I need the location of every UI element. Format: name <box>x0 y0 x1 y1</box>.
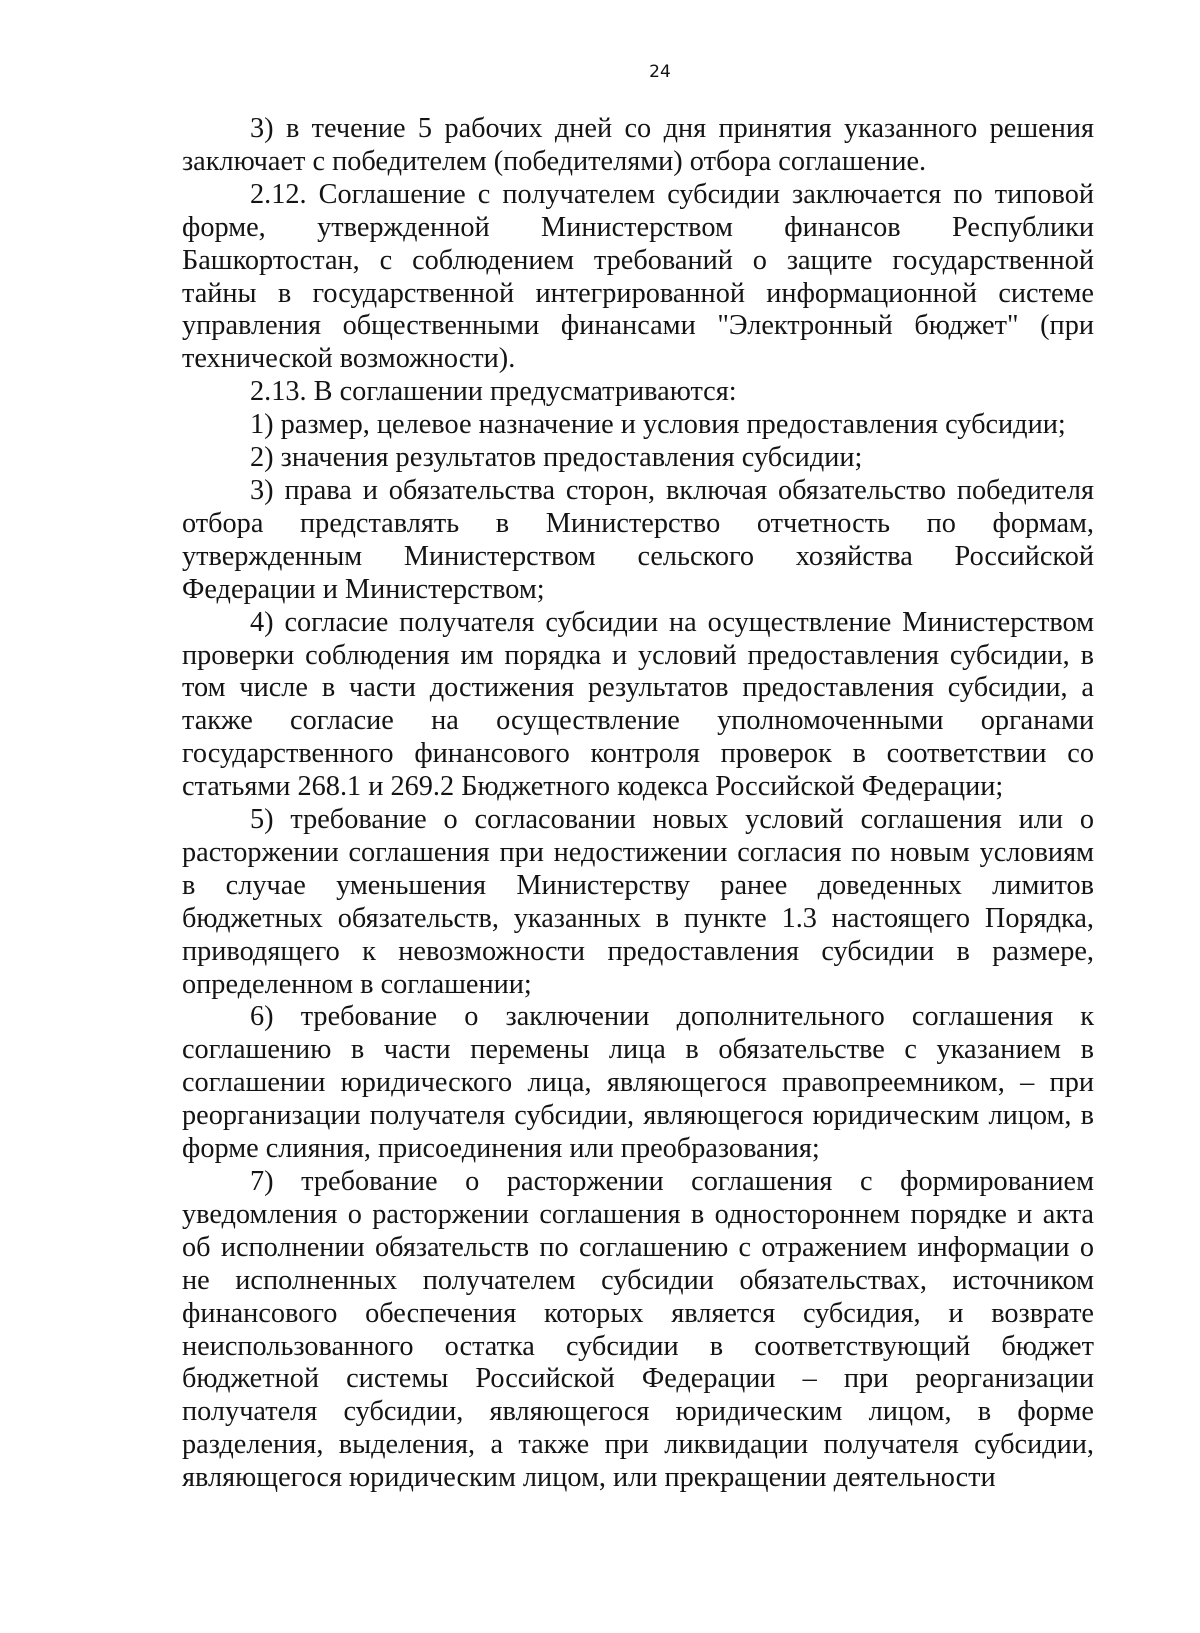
list-item-7: 7) требование о расторжении соглашения с формированием уведомления о расторжении соглашения в одностороннем порядке и акта об исполнении обязательств по соглашению с отражением информации о не исполненных получателем субсидии обязательствах, источником финансового обеспечения которых является субсидия, и возврате неиспользованного остатка субсидии в соответствующий бюджет бюджетной системы Российской Федерации – при реорганизации получателя субсидии, являющегося юридическим лицом, в форме разделения, выделения, а также при ликвидации получателя субсидии, являющегося юридическим лицом, или прекращении деятельности <box>182 1166 1094 1494</box>
paragraph-2-13: 2.13. В соглашении предусматриваются: <box>250 376 737 408</box>
page-number: 24 <box>649 62 671 82</box>
list-item-5: 5) требование о согласовании новых условий соглашения или о расторжении соглашения при недостижении согласия по новым условиям в случае уменьшения Министерству ранее доведенных лимитов бюджетных обязательств, указанных в пункте 1.3 настоящего Порядка, приводящего к невозможности предоставления субсидии в размере, определенном в соглашении; <box>182 804 1094 1000</box>
paragraph-item-3-decision: 3) в течение 5 рабочих дней со дня принятия указанного решения заключает с победителем (победителями) отбора соглашение. <box>182 113 1094 177</box>
document-body <box>182 113 1094 1495</box>
paragraph-2-12: 2.12. Соглашение с получателем субсидии заключается по типовой форме, утвержденной Министерством финансов Республики Башкортостан, с соблюдением требований о защите государственной тайны в государственной интегрированной информационной системе управления общественными финансами "Электронный бюджет" (при технической возможности). <box>182 178 1094 375</box>
list-item-1: 1) размер, целевое назначение и условия предоставления субсидии; <box>250 409 1066 441</box>
list-item-6: 6) требование о заключении дополнительного соглашения к соглашению в части перемены лица в обязательстве с указанием в соглашении юридического лица, являющегося правопреемником, – при реорганизации получателя субсидии, являющегося юридическим лицом, в форме слияния, присоединения или преобразования; <box>182 1001 1094 1165</box>
list-item-3: 3) права и обязательства сторон, включая обязательство победителя отбора представлять в Министерство отчетность по формам, утвержденным Министерством сельского хозяйства Российской Федерации и Министерством; <box>182 474 1094 605</box>
list-item-2: 2) значения результатов предоставления субсидии; <box>250 442 863 474</box>
list-item-4: 4) согласие получателя субсидии на осуществление Министерством проверки соблюдения им порядка и условий предоставления субсидии, в том числе в части достижения результатов предоставления субсидии, а также согласие на осуществление уполномоченными органами государственного финансового контроля проверок в соответствии со статьями 268.1 и 269.2 Бюджетного кодекса Российской Федерации; <box>182 606 1094 803</box>
